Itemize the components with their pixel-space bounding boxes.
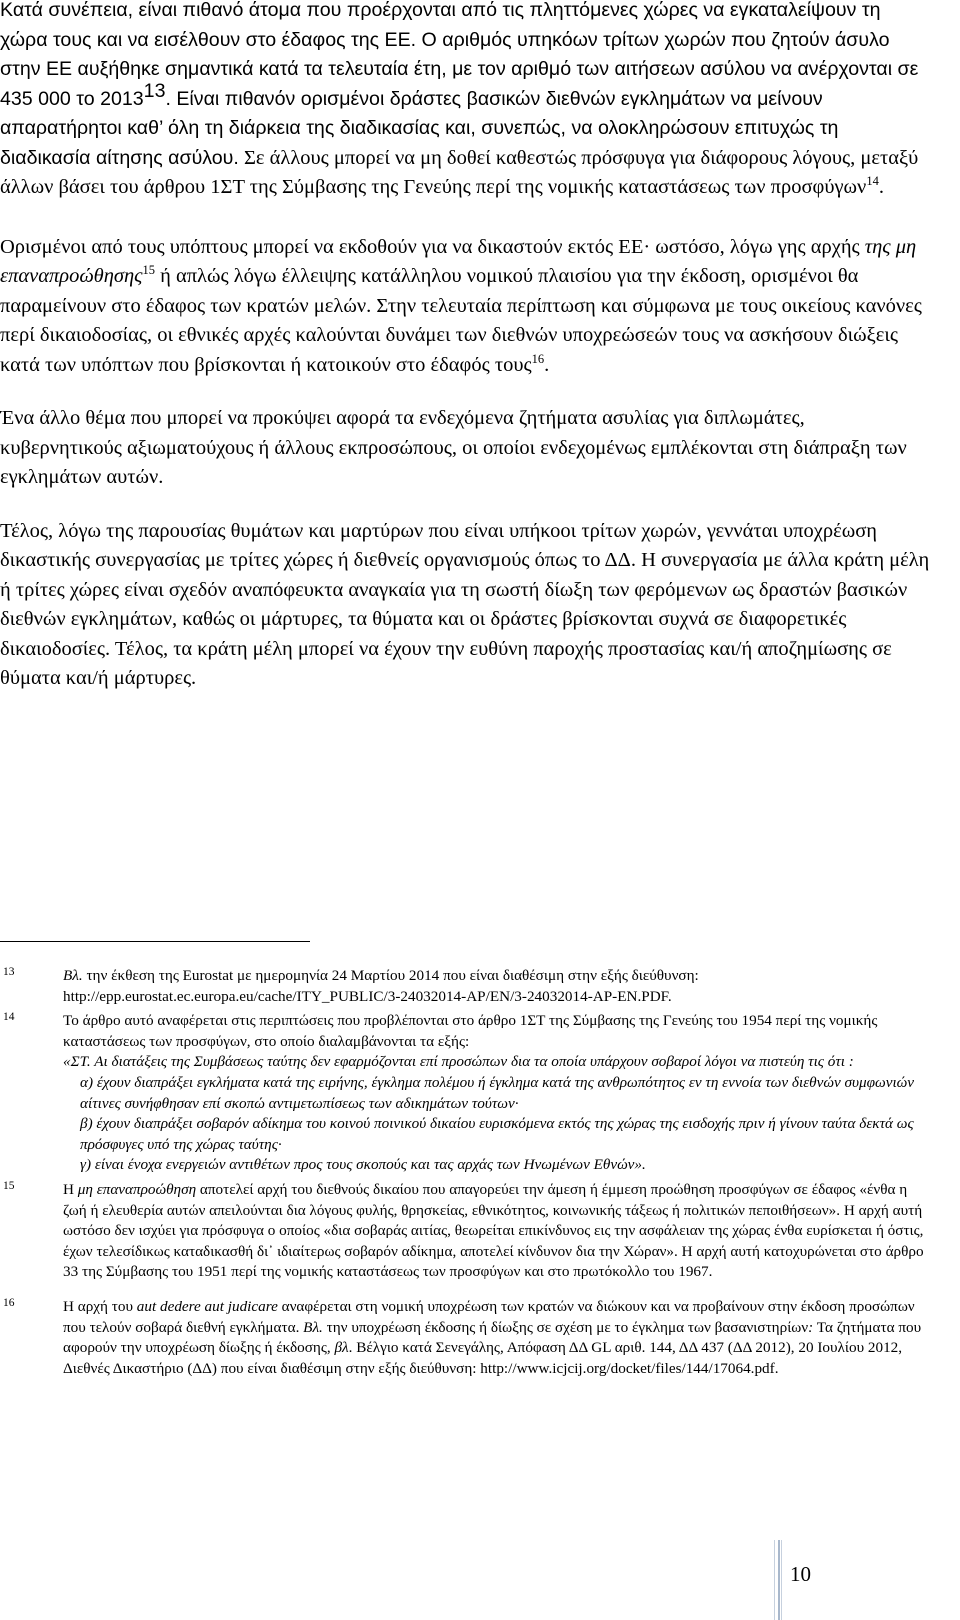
paragraph-3: Ένα άλλο θέμα που μπορεί να προκύψει αφορά τα ενδεχόμενα ζητήματα ασυλίας για διπλωμάτες, κυβερνητικούς αξιωματούχους ή άλλους εκπροσώπους, οι οποίοι ενδεχομένως εμπλέκονται στη διάπραξη των εγκλημάτων αυτών.: [0, 407, 907, 488]
body-text: [0, 0, 930, 718]
footnote-14: 14 Το άρθρο αυτό αναφέρεται στις περιπτώσεις που προβλέπονται στο άρθρο 1ΣΤ της Σύμβασης της Γενεύης του 1954 περί της νομικής καταστάσεως των προσφύγων, στο οποίο διαλαμβάνονται τα εξής: «ΣΤ. Αι διατάξεις της Συμβάσεως ταύτης δεν εφαρμόζονται επί προσώπων δια τα οποία υπάρχουν σοβαροί λόγοι να πιστεύη τις ότι : α) έχουν διαπράξει εγκλήματα κατά της ειρήνης, έγκλημα πολέμου ή έγκλημα κατά της ανθρωπότητος εν τη εννοία των διεθνών συμφωνιών αίτινες συνήφθησαν επί σκοπώ αντιμετωπίσεως των αδικημάτων τούτων· β) έχουν διαπράξει σοβαρόν αδίκημα του κοινού ποινικού δικαίου ευρισκόμενα εκτός της χώρας της εισδοχής πριν ή γίνουν ταύτα δεκτά ως πρόσφυγες υπό της χώρας ταύτης· γ) είναι ένοχα ενεργειών αντιθέτων προς τους σκοπούς και τας αρχάς των Ηνωμένων Εθνών».: [0, 1011, 930, 1176]
footnote-separator: [0, 941, 310, 942]
footnote-number: 15: [3, 1179, 15, 1192]
footnote-ref-16[interactable]: 16: [531, 351, 545, 366]
footnote-number: 16: [3, 1296, 15, 1309]
page-number-box: [770, 1540, 920, 1620]
footnote-ref-13[interactable]: 13: [143, 79, 166, 102]
footnotes: [0, 966, 930, 1379]
page-number-rule: [778, 1540, 780, 1620]
footnote-number: 13: [3, 966, 15, 978]
page-number: 10: [790, 1562, 811, 1586]
page-number-rule: [774, 1540, 775, 1620]
footnote-quote-item: γ) είναι ένοχα ενεργειών αντιθέτων προς τους σκοπούς και τας αρχάς των Ηνωμένων Εθνών».: [80, 1156, 646, 1174]
footnote-quote: «ΣΤ. Αι διατάξεις της Συμβάσεως ταύτης δεν εφαρμόζονται επί προσώπων δια τα οποία υπάρχουν σοβαροί λόγοι να πιστεύη τις ότι :: [63, 1053, 854, 1071]
footnote-15: 15 Η μη επαναπροώθηση αποτελεί αρχή του διεθνούς δικαίου που απαγορεύει την άμεση ή έμμεση προώθηση προσφύγων σε έδαφος «ένθα η ζωή ή ελευθερία αυτών απειλούνται δια λόγους φυλής, θρησκείας, εθνικότητος, κοινωνικής τάξεως ή πολιτικών πεποιθήσεων». Η αρχή αυτή ωστόσο δεν ισχύει για πρόσφυγα ο οποίος «δια σοβαράς αιτίας, θεωρείται επικίνδυνος εις την ασφάλειαν της χώρας ένθα ευρίσκεται ή όστις, έχων τελεσίδικως καταδικασθή δι᾽ ιδιαίτερως σοβαρόν αδίκημα, αποτελεί κίνδυνον δια την Χώραν». Η αρχή αυτή κατοχυρώνεται στο άρθρο 33 της Σύμβασης του 1951 περί της νομικής καταστάσεως των προσφύγων και στο πρωτόκολλο του 1967.: [0, 1180, 930, 1283]
paragraph-1: Κατά συνέπεια, είναι πιθανό άτομα που προέρχονται από τις πληττόμενες χώρες να εγκαταλείψουν τη χώρα τους και να εισέλθουν στο έδαφος της ΕΕ. Ο αριθμός υπηκόων τρίτων χωρών που ζητούν άσυλο στην ΕΕ αυξήθηκε σημαντικά κατά τα τελευταία έτη, με τον αριθμό των αιτήσεων ασύλου να ανέρχονται σε 435 000 το 2013$^{13}$. Είναι πιθανόν ορισμένοι δράστες βασικών διεθνών εγκλημάτων να μείνουν απαρατήρητοι καθ’ όλη τη διάρκεια της διαδικασίας και, συνεπώς, να ολοκληρώσουν επιτυχώς τη διαδικασία αίτησης ασύλου. Σε άλλους μπορεί να μη δοθεί καθεστώς πρόσφυγα για διάφορους λόγους, μεταξύ άλλων βάσει του άρθρου 1ΣΤ της Σύμβασης της Γενεύης περί της νομικής καταστάσεως των προσφύγων$^{14}$.: [0, 0, 919, 198]
footnote-16: 16 Η αρχή του aut dedere aut judicare αναφέρεται στη νομική υποχρέωση των κρατών να διώκουν και να προβαίνουν στην έκδοση προσώπων που τελούν σοβαρά διεθνή εγκλήματα. Βλ. την υποχρέωση έκδοσης ή δίωξης σε σχέση με το έγκλημα των βασανιστηρίων: Τα ζητήματα που αφορούν την υποχρέωση δίωξης ή έκδοσης, βλ. Βέλγιο κατά Σενεγάλης, Απόφαση ΔΔ GL αριθ. 144, ΔΔ 437 (ΔΔ 2012), 20 Ιουλίου 2012, Διεθνές Δικαστήριο (ΔΔ) που είναι διαθέσιμη στην εξής διεύθυνση: http://www.icjcij.org/docket/files/144/17064.pdf.: [0, 1297, 930, 1379]
footnote-quote-item: α) έχουν διαπράξει εγκλήματα κατά της ειρήνης, έγκλημα πολέμου ή έγκλημα κατά της ανθρωπότητος εν τη εννοία των διεθνών συμφωνιών αίτινες συνήφθησαν επί σκοπώ αντιμετωπίσεως των αδικημάτων τούτων·: [80, 1073, 915, 1112]
footnote-ref-14[interactable]: 14: [866, 174, 879, 189]
paragraph-2: Ορισμένοι από τους υπόπτους μπορεί να εκδοθούν για να δικαστούν εκτός ΕΕ· ωστόσο, λόγω γης αρχής της μη επαναπροώθησης$^{15}$ ή απλώς λόγω έλλειψης κατάλληλου νομικού πλαισίου για την έκδοση, ορισμένοι θα παραμείνουν στο έδαφος των κρατών μελών. Στην τελευταία περίπτωση και σύμφωνα με τους οικείους κανόνες περί δικαιοδοσίας, οι εθνικές αρχές καλούνται δυνάμει των διεθνών υποχρεώσεών τους να ασκήσουν διώξεις κατά των υπόπτων που βρίσκονται ή κατοικούν στο έδαφός τους$^{16}$.: [0, 235, 922, 376]
footnote-quote-item: β) έχουν διαπράξει σοβαρόν αδίκημα του κοινού ποινικού δικαίου ευρισκόμενα εκτός της χώρας της εισδοχής πριν ή γίνουν ταύτα δεκτά ως πρόσφυγες υπό της χώρας ταύτης·: [80, 1115, 914, 1153]
footnote-ref-15[interactable]: 15: [142, 263, 155, 278]
footnote-13: 13 Βλ. την έκθεση της Eurostat με ημερομηνία 24 Μαρτίου 2014 που είναι διαθέσιμη στην εξής διεύθυνση: http://epp.eurostat.ec.europa.eu/cache/ITY_PUBLIC/3-24032014-AP/EN/3-24032014-AP-EN.PDF.: [0, 966, 930, 1007]
footnote-number: 14: [3, 1011, 15, 1024]
page-number-rule: [781, 1540, 782, 1620]
paragraph-4: Τέλος, λόγω της παρουσίας θυμάτων και μαρτύρων που είναι υπήκοοι τρίτων χωρών, γεννάται υποχρέωση δικαστικής συνεργασίας με τρίτες χώρες ή διεθνείς οργανισμούς όπως το ΔΔ. Η συνεργασία με άλλα κράτη μέλη ή τρίτες χώρες είναι σχεδόν αναπόφευκτα αναγκαία για τη σωστή δίωξη των φερόμενων ως δραστών βασικών διεθνών εγκλημάτων, καθώς οι μάρτυρες, τα θύματα και οι δράστες βρίσκονται συχνά σε διαφορετικές δικαιοδοσίες. Τέλος, τα κράτη μέλη μπορεί να έχουν την ευθύνη παροχής προστασίας και/ή αποζημίωσης σε θύματα και/ή μάρτυρες.: [0, 519, 930, 689]
